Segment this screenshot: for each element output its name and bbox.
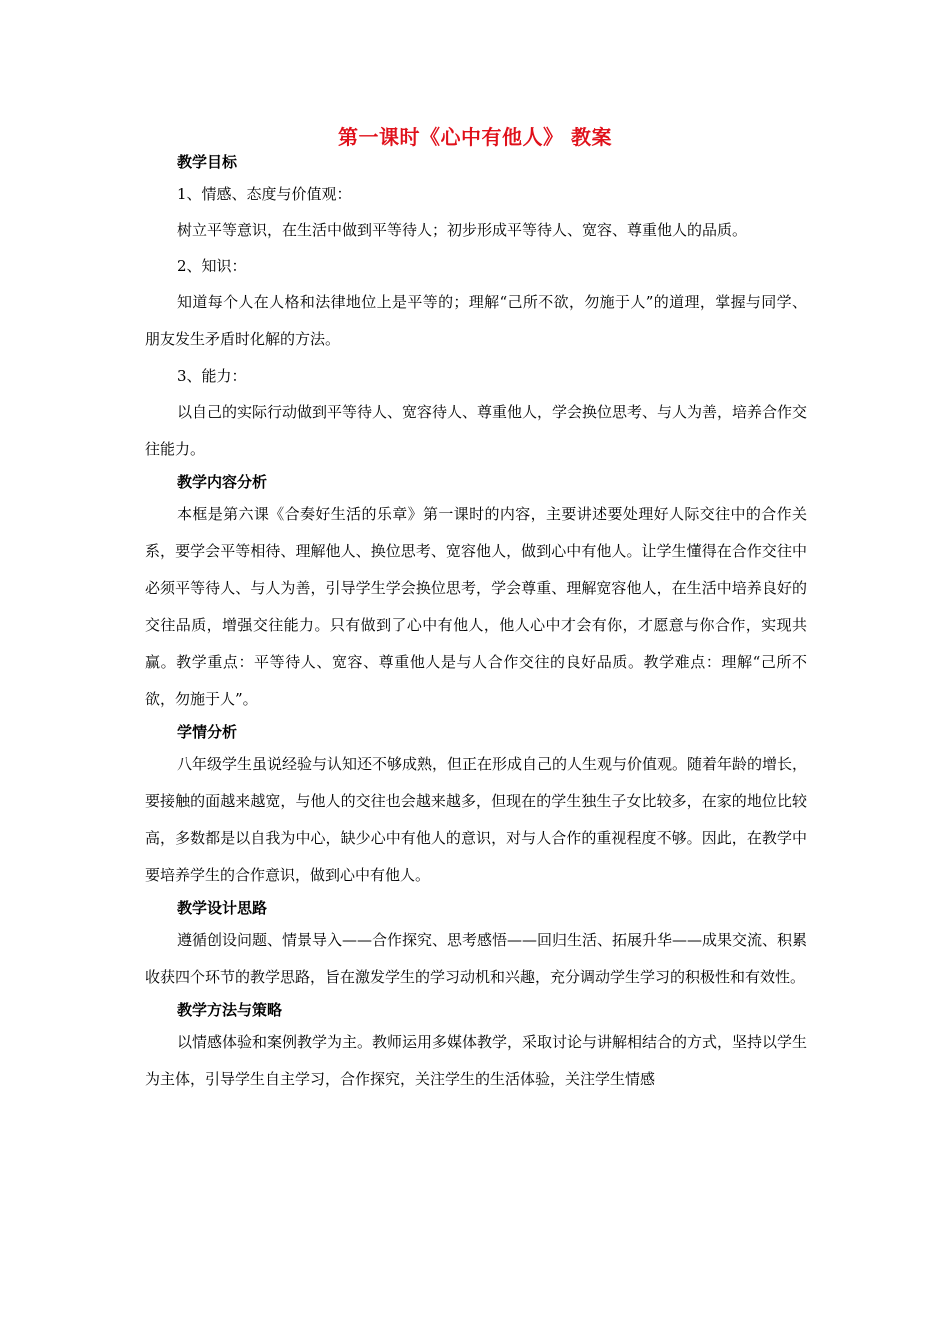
methods-text: 以情感体验和案例教学为主。教师运用多媒体教学，采取讨论与讲解相结合的方式，坚持以学生为主体，引导学生自主学习，合作探究，关注学生的生活体验，关注学生情感 xyxy=(145,1033,808,1088)
design-text: 遵循创设问题、情景导入——合作探究、思考感悟——回归生活、拓展升华——成果交流、积累收获四个环节的教学思路，旨在激发学生的学习动机和兴趣，充分调动学生学习的积极性和有效性。 xyxy=(145,931,808,986)
section-heading-student-analysis: 学情分析 xyxy=(177,723,238,741)
student-analysis-text: 八年级学生虽说经验与认知还不够成熟，但正在形成自己的人生观与价值观。随着年龄的增长，要接触的面越来越宽，与他人的交往也会越来越多，但现在的学生独生子女比较多，在家的地位比较高，多数都是以自我为中心，缺少心中有他人的意识，对与人合作的重视程度不够。因此，在教学中要培养学生的合作意识，做到心中有他人。 xyxy=(145,755,808,884)
goal-item-3-text: 以自己的实际行动做到平等待人、宽容待人、尊重他人，学会换位思考、与人为善，培养合作交往能力。 xyxy=(145,403,808,458)
content-analysis-text: 本框是第六课《合奏好生活的乐章》第一课时的内容，主要讲述要处理好人际交往中的合作关系，要学会平等相待、理解他人、换位思考、宽容他人，做到心中有他人。让学生懂得在合作交往中必须平等待人、与人为善，引导学生学会换位思考，学会尊重、理解宽容他人，在生活中培养良好的交往品质，增强交往能力。只有做到了心中有他人，他人心中才会有你，才愿意与你合作，实现共赢。教学重点：平等待人、宽容、尊重他人是与人合作交往的良好品质。教学难点：理解“己所不欲，勿施于人”。 xyxy=(145,505,807,708)
section-heading-methods: 教学方法与策略 xyxy=(177,1001,283,1019)
goal-item-1-label: 1、情感、态度与价值观： xyxy=(177,185,352,203)
goal-item-1-text: 树立平等意识，在生活中做到平等待人；初步形成平等待人、宽容、尊重他人的品质。 xyxy=(177,221,748,239)
section-heading-content-analysis: 教学内容分析 xyxy=(177,473,268,491)
goal-item-3-label: 3、能力： xyxy=(177,367,247,385)
document-body xyxy=(145,148,807,1098)
document-title: 第一课时《心中有他人》 教案 xyxy=(338,125,612,149)
section-heading-design: 教学设计思路 xyxy=(177,899,268,917)
goal-item-2-text: 知道每个人在人格和法律地位上是平等的；理解“己所不欲，勿施于人”的道理，掌握与同学、朋友发生矛盾时化解的方法。 xyxy=(145,293,807,348)
goal-item-2-label: 2、知识： xyxy=(177,257,247,275)
section-heading-goals: 教学目标 xyxy=(177,153,238,171)
